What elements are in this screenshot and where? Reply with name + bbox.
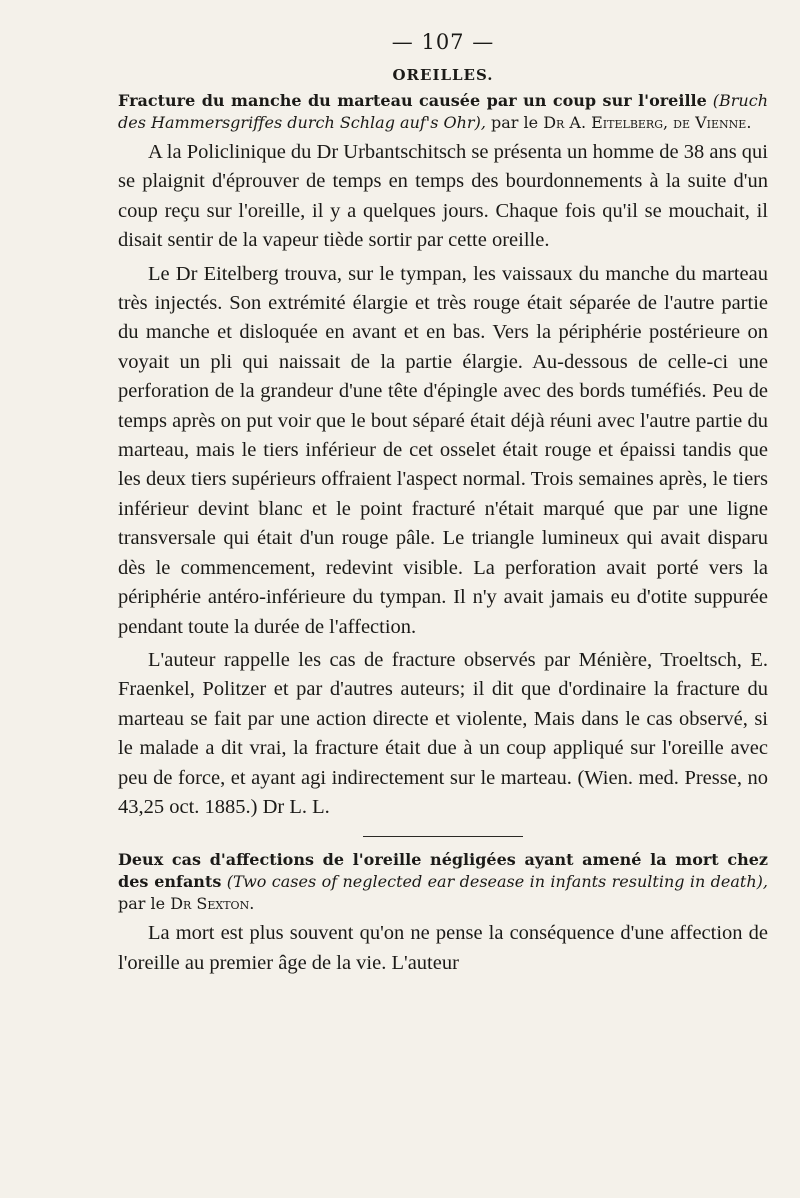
article1-paragraph-1: A la Policlinique du Dr Urbantschitsch se présenta un homme de 38 ans qui se plaignit d'éprouver de temps en temps des bourdonnements à la suite d'un coup reçu sur l'oreille, il y a quelques jours. Chaque fois qu'il se mouchait, il disait sentir de la vapeur tiède sortir par cette oreille. [118, 141, 769, 252]
article2-author: Dr Sexton. [170, 894, 255, 914]
section-title: OREILLES. [392, 66, 494, 84]
article1-title: Fracture du manche du marteau causée par un coup sur l'oreille [118, 91, 707, 110]
article2-title: Deux cas d'affections de l'oreille négligées ayant amené la mort chez des enfants [118, 850, 768, 892]
page [118, 22, 768, 978]
article2-by: par le [118, 894, 166, 914]
article1-heading [118, 90, 768, 134]
article2-heading [118, 849, 768, 915]
article2-paragraph-1: La mort est plus souvent qu'on ne pense la conséquence d'une affection de l'oreille au premier âge de la vie. L'auteur [118, 922, 768, 974]
article1-paragraph-3: L'auteur rappelle les cas de fracture observés par Ménière, Troeltsch, E. Fraenkel, Politzer et par d'autres auteurs; il dit que d'ordinaire la fracture du marteau se fait par une action directe et violente, Mais dans le cas observé, si le malade a dit vrai, la fracture était due à un coup appliqué sur l'oreille avec peu de force, et ayant agi indirectement sur le marteau. (Wien. med. Presse, no 43,25 oct. 1885.) Dr L. L. [118, 648, 768, 818]
article2-title-original: (Two cases of neglected ear desease in infants resulting in death), [226, 872, 768, 892]
section-divider [363, 836, 523, 837]
article1-author: Dr A. Eitelberg, de Vienne. [543, 113, 752, 132]
article1-paragraph-2: Le Dr Eitelberg trouva, sur le tympan, les vaissaux du manche du marteau très injectés. Son extrémité élargie et très rouge était séparée de l'autre partie du manche et disloquée en avant et en bas. Vers la périphérie postérieure on voyait un pli qui naissait de la partie élargie. Au-dessous de celle-ci une perforation de la grandeur d'une tête d'épingle avec des bords tuméfiés. Peu de temps après on put voir que le bout séparé était déjà réuni avec l'autre partie du marteau, mais le tiers inférieur de cet osselet était rouge et épaissi tandis que les deux tiers supérieurs offraient l'aspect normal. Trois semaines après, le tiers inférieur devint blanc et le point fracturé n'était marqué que par une ligne transversale qui était d'un rouge pâle. Le triangle lumineux qui avait disparu dès le commencement, redevint visible. La perforation avait porté vers la périphérie antéro-inférieure du tympan. Il n'y avait jamais eu d'otite suppurée pendant toute la durée de l'affection. [118, 262, 768, 638]
article1-title-original: (Bruch des Hammersgriffes durch Schlag auf's Ohr), [118, 91, 768, 132]
article1-by: par le [491, 113, 539, 132]
page-number: — 107 — [391, 30, 495, 54]
